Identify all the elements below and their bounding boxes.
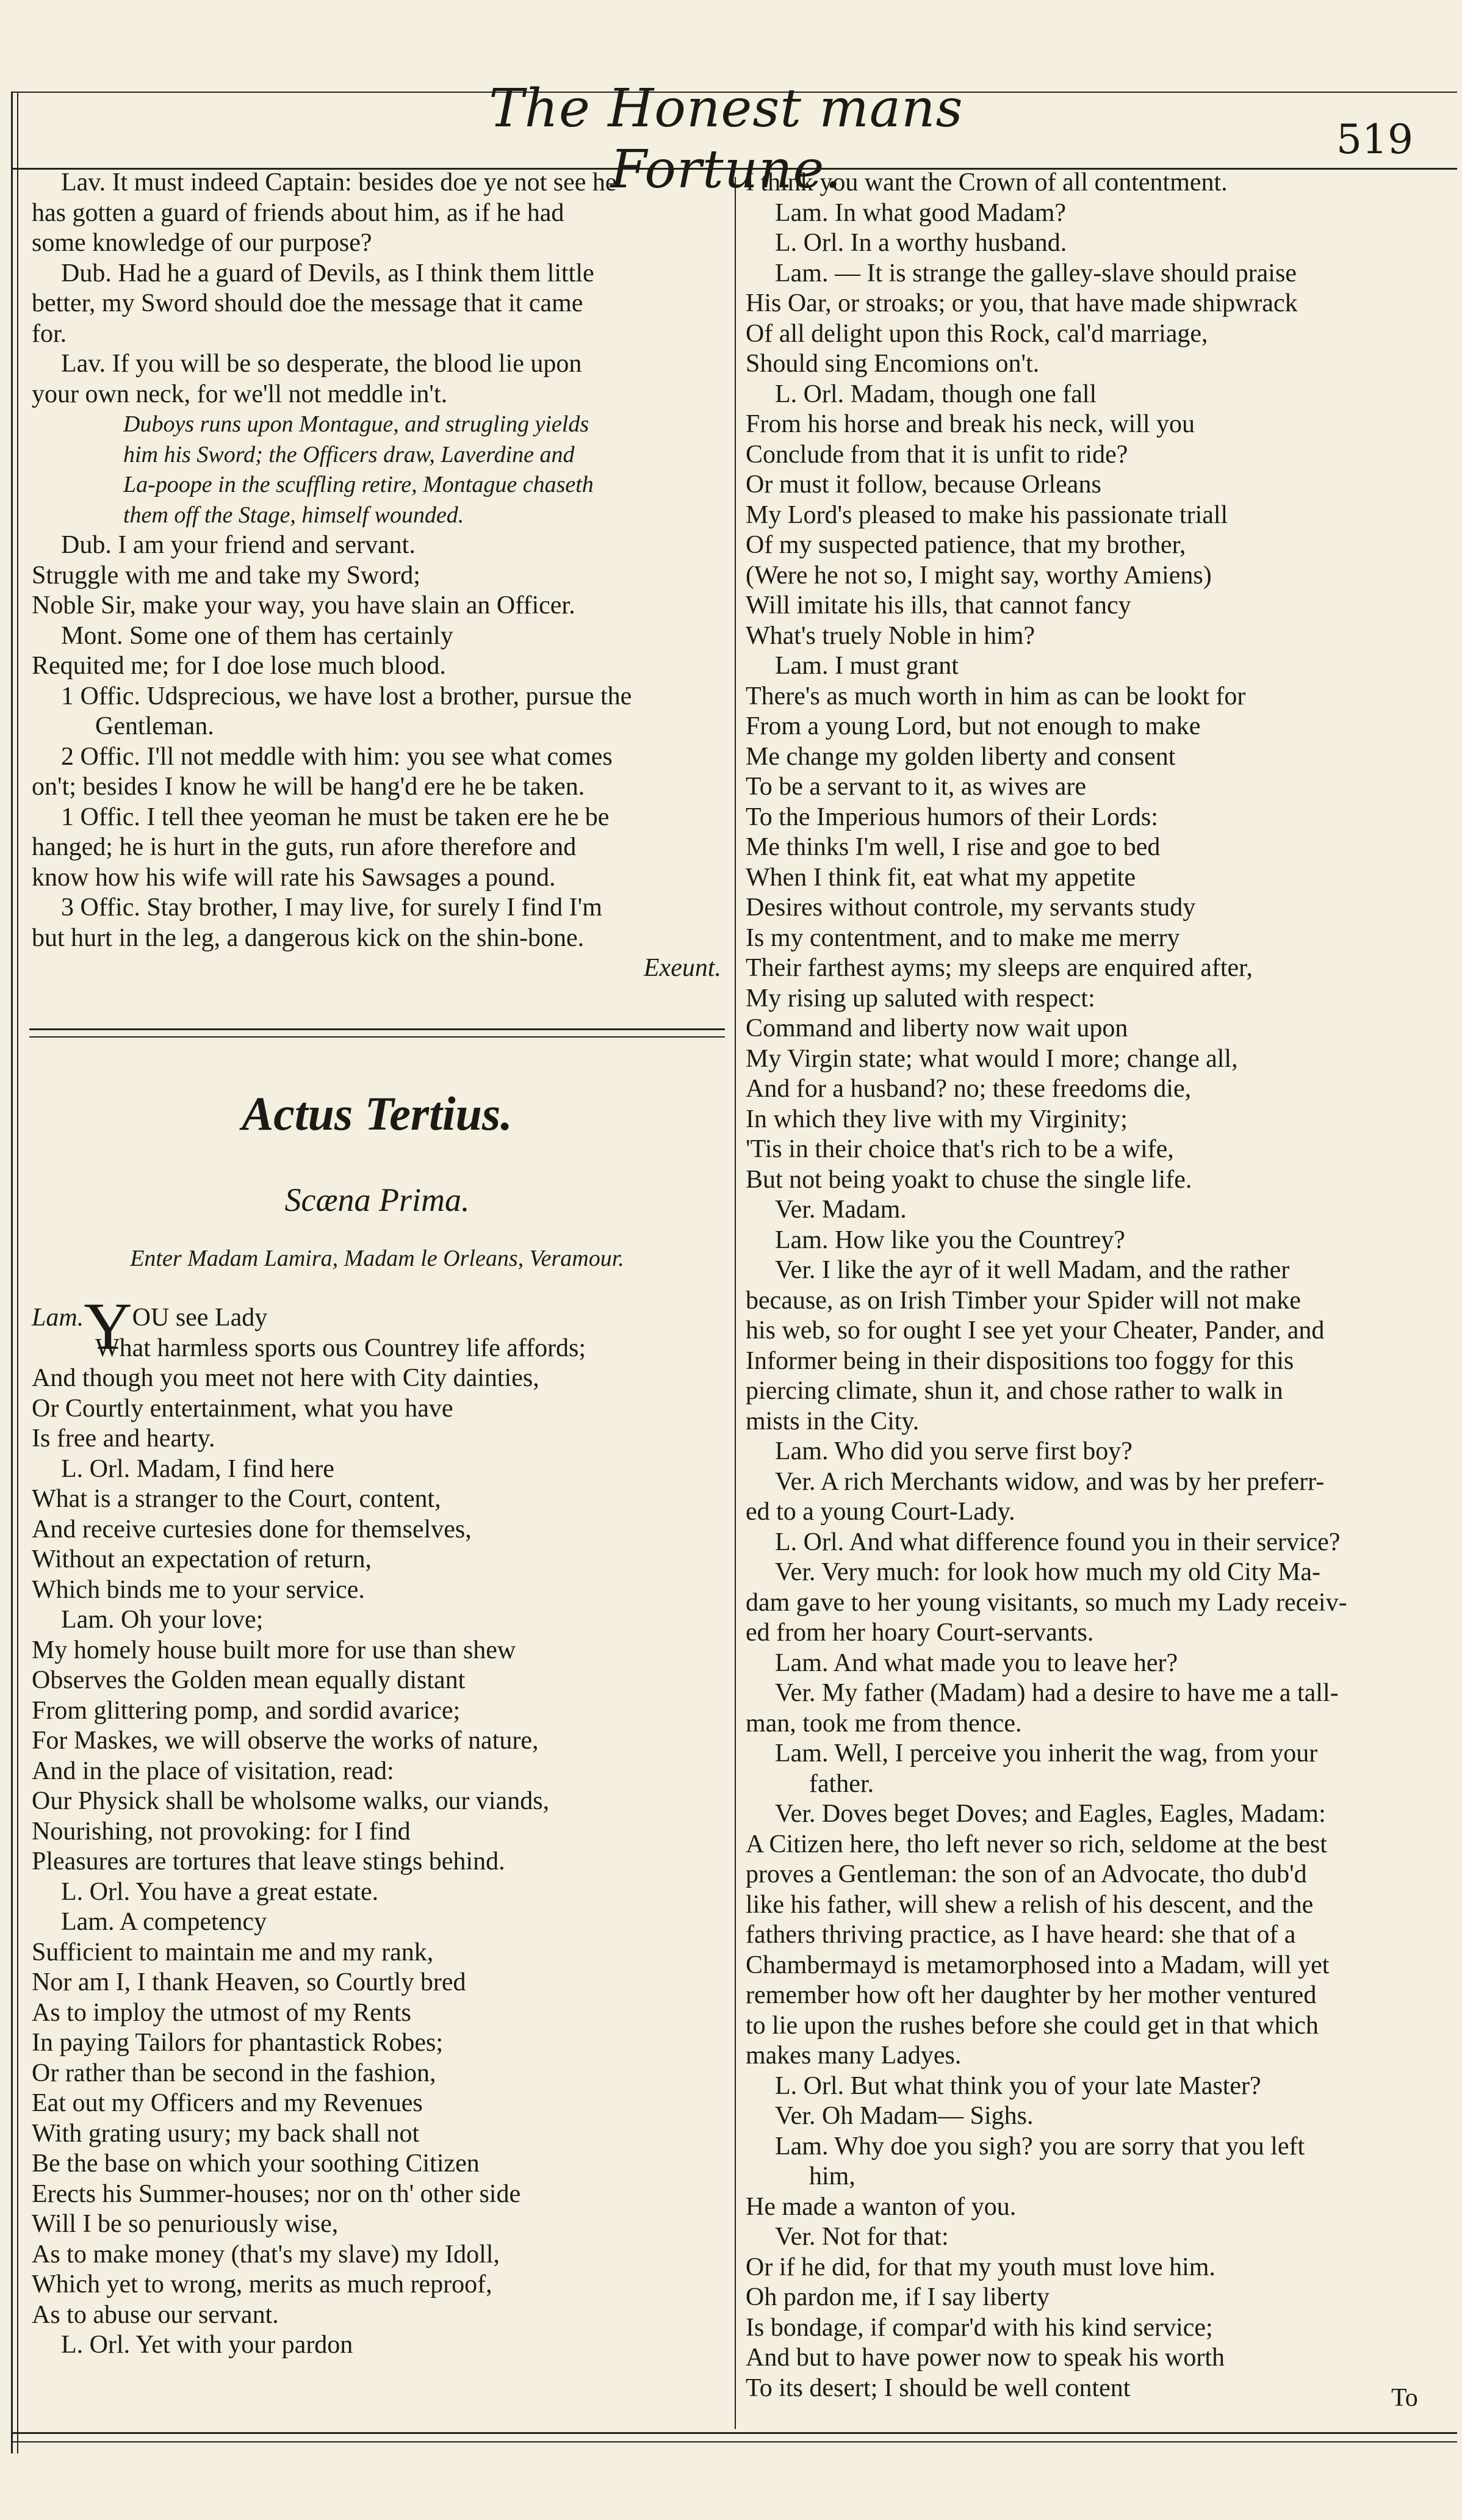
- text-line: Pleasures are tortures that leave stings behind.: [32, 1847, 505, 1876]
- text-line: From glittering pomp, and sordid avarice;: [32, 1696, 461, 1725]
- text-line: And for a husband? no; these freedoms die,: [746, 1075, 1192, 1103]
- text-line: Gentleman.: [95, 712, 214, 740]
- text-line: Lam. Why doe you sigh? you are sorry that you left: [775, 2132, 1305, 2161]
- text-line: to lie upon the rushes before she could get in that which: [746, 2011, 1319, 2040]
- text-line: L. Orl. Yet with your pardon: [61, 2331, 353, 2359]
- text-line: Sufficient to maintain me and my rank,: [32, 1938, 434, 1966]
- column-divider: [735, 177, 736, 2429]
- text-line: Lam. Who did you serve first boy?: [775, 1437, 1133, 1465]
- text-line: him his Sword; the Officers draw, Laverdine and: [123, 441, 575, 468]
- text-line: Nor am I, I thank Heaven, so Courtly bred: [32, 1968, 466, 1996]
- text-line-content: OU see Lady: [132, 1304, 268, 1332]
- text-line: Or must it follow, because Orleans: [746, 471, 1101, 499]
- text-line: better, my Sword should doe the message that it came: [32, 289, 583, 317]
- text-line: Duboys runs upon Montague, and strugling yields: [123, 411, 589, 437]
- act-title: Actus Tertius.: [242, 1087, 513, 1140]
- text-line: Ver. Very much: for look how much my old City Ma-: [775, 1558, 1320, 1586]
- text-line: I think you want the Crown of all contentment.: [746, 168, 1228, 197]
- text-line: his web, so for ought I see yet your Cheater, Pander, and: [746, 1316, 1325, 1345]
- text-line: like his father, will shew a relish of his descent, and the: [746, 1890, 1314, 1919]
- text-line: For Maskes, we will observe the works of nature,: [32, 1727, 539, 1755]
- text-line: Of my suspected patience, that my brother,: [746, 531, 1186, 559]
- text-line: Lam. How like you the Countrey?: [775, 1226, 1125, 1254]
- text-line: Will imitate his ills, that cannot fancy: [746, 591, 1131, 619]
- text-line: Requited me; for I doe lose much blood.: [32, 652, 446, 680]
- text-line: My Virgin state; what would I more; change all,: [746, 1044, 1238, 1073]
- text-line: Or if he did, for that my youth must love him.: [746, 2253, 1215, 2281]
- text-line: Ver. A rich Merchants widow, and was by her preferr-: [775, 1467, 1325, 1496]
- text-line: He made a wanton of you.: [746, 2192, 1017, 2221]
- text-line: La-poope in the scuffling retire, Montague chaseth: [123, 472, 594, 497]
- text-line: Dub. I am your friend and servant.: [61, 531, 416, 559]
- act-divider-rule: [29, 1028, 725, 1030]
- text-line: dam gave to her young visitants, so much my Lady receiv-: [746, 1588, 1347, 1617]
- text-line: L. Orl. You have a great estate.: [61, 1877, 379, 1906]
- text-line: Lam. Well, I perceive you inherit the wag, from your: [775, 1739, 1318, 1767]
- text-line: Ver. I like the ayr of it well Madam, and the rather: [775, 1256, 1290, 1284]
- text-line: L. Orl. Madam, though one fall: [775, 380, 1097, 408]
- speaker-label: Lam.: [32, 1304, 84, 1332]
- footer-rule-top: [12, 2432, 1457, 2434]
- text-line: Or rather than be second in the fashion,: [32, 2059, 436, 2087]
- text-line: Lam. I must grant: [775, 652, 959, 680]
- text-line: proves a Gentleman: the son of an Advocate, tho dub'd: [746, 1860, 1307, 1888]
- text-line: Ver. Madam.: [775, 1196, 907, 1224]
- text-line: Our Physick shall be wholsome walks, our viands,: [32, 1787, 550, 1815]
- text-line: hanged; he is hurt in the guts, run afore therefore and: [32, 833, 577, 861]
- text-line: piercing climate, shun it, and chose rather to walk in: [746, 1377, 1283, 1405]
- text-line: but hurt in the leg, a dangerous kick on the shin-bone.: [32, 923, 585, 952]
- scene-title: Scæna Prima.: [284, 1182, 470, 1218]
- footer-rule-bottom: [12, 2441, 1457, 2442]
- text-line: Desires without controle, my servants study: [746, 894, 1196, 922]
- text-line: 1 Offic. Udsprecious, we have lost a brother, pursue the: [61, 682, 632, 710]
- text-line: L. Orl. Madam, I find here: [61, 1454, 334, 1483]
- text-line: Be the base on which your soothing Citizen: [32, 2150, 480, 2178]
- text-line: His Oar, or stroaks; or you, that have made shipwrack: [746, 289, 1298, 317]
- text-line: (Were he not so, I might say, worthy Amiens): [746, 561, 1212, 590]
- text-line: To the Imperious humors of their Lords:: [746, 803, 1158, 831]
- text-line: And though you meet not here with City dainties,: [32, 1364, 539, 1392]
- text-line: From his horse and break his neck, will you: [746, 410, 1195, 438]
- text-line: Which yet to wrong, merits as much reproof,: [32, 2270, 492, 2298]
- text-line: With grating usury; my back shall not: [32, 2119, 420, 2148]
- text-line: man, took me from thence.: [746, 1709, 1022, 1738]
- text-line: remember how oft her daughter by her mother ventured: [746, 1981, 1317, 2009]
- text-line: your own neck, for we'll not meddle in't.: [32, 380, 448, 408]
- text-line: As to abuse our servant.: [32, 2300, 279, 2329]
- text-line: Which binds me to your service.: [32, 1575, 365, 1604]
- text-line: Me change my golden liberty and consent: [746, 742, 1176, 771]
- text-line: A Citizen here, tho left never so rich, seldome at the best: [746, 1830, 1327, 1858]
- text-line: Erects his Summer-houses; nor on th' other side: [32, 2179, 521, 2208]
- text-line: Or Courtly entertainment, what you have: [32, 1394, 453, 1423]
- text-line: And but to have power now to speak his worth: [746, 2344, 1225, 2372]
- text-line: on't; besides I know he will be hang'd ere he be taken.: [32, 773, 585, 801]
- text-line: To its desert; I should be well content: [746, 2374, 1131, 2402]
- text-line: And receive curtesies done for themselves,: [32, 1515, 472, 1543]
- text-line: What harmless sports ous Countrey life affords;: [95, 1334, 586, 1362]
- text-line: In which they live with my Virginity;: [746, 1105, 1128, 1133]
- left-column-bottom-text: [32, 1289, 727, 2361]
- text-line: Nourishing, not provoking: for I find: [32, 1817, 411, 1846]
- text-line: 'Tis in their choice that's rich to be a wife,: [746, 1135, 1174, 1163]
- page-number: 519: [1336, 116, 1413, 163]
- text-line: Command and liberty now wait upon: [746, 1014, 1128, 1042]
- text-line: because, as on Irish Timber your Spider will not make: [746, 1286, 1301, 1315]
- text-line: Struggle with me and take my Sword;: [32, 561, 420, 590]
- stage-direction-enter: Enter Madam Lamira, Madam le Orleans, Veramour.: [130, 1246, 624, 1271]
- text-line: father.: [809, 1769, 874, 1798]
- text-line: As to imploy the utmost of my Rents: [32, 1998, 411, 2027]
- drop-cap-letter: Y: [84, 1289, 132, 1363]
- text-line: Of all delight upon this Rock, cal'd marriage,: [746, 319, 1208, 348]
- running-title: The Honest mans Fortune.: [489, 78, 963, 200]
- text-line: fathers thriving practice, as I have heard: she that of a: [746, 1921, 1296, 1949]
- text-line: Lam. A competency: [61, 1908, 267, 1936]
- left-border-inner: [17, 92, 18, 2453]
- text-line: Lam. And what made you to leave her?: [775, 1648, 1178, 1677]
- text-line: Observes the Golden mean equally distant: [32, 1666, 466, 1694]
- text-line: Ver. Doves beget Doves; and Eagles, Eagles, Madam:: [775, 1800, 1326, 1828]
- text-line: L. Orl. And what difference found you in their service?: [775, 1528, 1341, 1556]
- text-line: What's truely Noble in him?: [746, 621, 1035, 650]
- text-line: Lav. It must indeed Captain: besides doe ye not see he: [61, 168, 617, 197]
- text-line: Ver. My father (Madam) had a desire to have me a tall-: [775, 1679, 1339, 1707]
- text-line: Ver. Oh Madam— Sighs.: [775, 2102, 1034, 2130]
- text-line: Is bondage, if compar'd with his kind service;: [746, 2313, 1213, 2342]
- text-line: Informer being in their dispositions too foggy for this: [746, 1346, 1294, 1375]
- text-line: mists in the City.: [746, 1407, 920, 1435]
- text-line: Without an expectation of return,: [32, 1545, 372, 1573]
- text-line: When I think fit, eat what my appetite: [746, 863, 1136, 892]
- text-line: From a young Lord, but not enough to make: [746, 712, 1201, 740]
- text-line: some knowledge of our purpose?: [32, 229, 372, 257]
- text-line: Will I be so penuriously wise,: [32, 2210, 339, 2238]
- text-line: Lam. In what good Madam?: [775, 198, 1067, 227]
- text-line: Conclude from that it is unfit to ride?: [746, 440, 1128, 469]
- text-line: Exeunt.: [643, 954, 721, 982]
- text-line: Chambermayd is metamorphosed into a Madam, will yet: [746, 1951, 1330, 1979]
- text-line: Ver. Not for that:: [775, 2223, 949, 2251]
- text-line: L. Orl. But what think you of your late Master?: [775, 2071, 1261, 2100]
- text-line: And in the place of visitation, read:: [32, 1756, 394, 1785]
- text-line: Their farthest ayms; my sleeps are enquired after,: [746, 954, 1253, 982]
- text-line: for.: [32, 319, 67, 348]
- text-line: To be a servant to it, as wives are: [746, 773, 1087, 801]
- text-line: What is a stranger to the Court, content,: [32, 1485, 441, 1513]
- text-line: 3 Offic. Stay brother, I may live, for surely I find I'm: [61, 894, 602, 922]
- left-column-top-text: [32, 168, 727, 984]
- text-line: Mont. Some one of them has certainly: [61, 621, 453, 650]
- text-line: Lam. Oh your love;: [61, 1606, 264, 1634]
- text-line: Me thinks I'm well, I rise and goe to bed: [746, 833, 1161, 861]
- text-line: know how his wife will rate his Sawsages a pound.: [32, 863, 556, 892]
- text-line: them off the Stage, himself wounded.: [123, 502, 464, 528]
- text-line: has gotten a guard of friends about him, as if he had: [32, 198, 564, 227]
- text-line: ed from her hoary Court-servants.: [746, 1619, 1094, 1647]
- right-column-text: [746, 168, 1447, 2403]
- text-line: Eat out my Officers and my Revenues: [32, 2089, 423, 2117]
- text-line: Should sing Encomions on't.: [746, 350, 1040, 378]
- text-line: makes many Ladyes.: [746, 2042, 962, 2070]
- text-line: 1 Offic. I tell thee yeoman he must be taken ere he be: [61, 803, 610, 831]
- text-line: Lam. — It is strange the galley-slave should praise: [775, 259, 1297, 287]
- text-line: L. Orl. In a worthy husband.: [775, 229, 1067, 257]
- text-line: Noble Sir, make your way, you have slain an Officer.: [32, 591, 575, 619]
- text-line: My Lord's pleased to make his passionate triall: [746, 500, 1228, 529]
- act-divider-rule-thin: [29, 1036, 725, 1038]
- text-line: There's as much worth in him as can be lookt for: [746, 682, 1246, 710]
- text-line: 2 Offic. I'll not meddle with him: you see what comes: [61, 742, 613, 771]
- text-line: My rising up saluted with respect:: [746, 984, 1095, 1013]
- text-line: My homely house built more for use than shew: [32, 1636, 516, 1664]
- catchword: To: [1391, 2384, 1418, 2412]
- text-line: Is free and hearty.: [32, 1424, 215, 1453]
- text-line: Dub. Had he a guard of Devils, as I think them little: [61, 259, 594, 287]
- text-line: Oh pardon me, if I say liberty: [746, 2283, 1050, 2311]
- text-line: But not being yoakt to chuse the single life.: [746, 1165, 1192, 1194]
- text-line: Is my contentment, and to make me merry: [746, 923, 1180, 952]
- text-line: As to make money (that's my slave) my Idoll,: [32, 2240, 500, 2269]
- text-line: ed to a young Court-Lady.: [746, 1498, 1015, 1526]
- text-line: him,: [809, 2162, 855, 2190]
- text-line: In paying Tailors for phantastick Robes;: [32, 2029, 443, 2057]
- left-border-outer: [11, 92, 13, 2453]
- text-line: Lav. If you will be so desperate, the blood lie upon: [61, 350, 582, 378]
